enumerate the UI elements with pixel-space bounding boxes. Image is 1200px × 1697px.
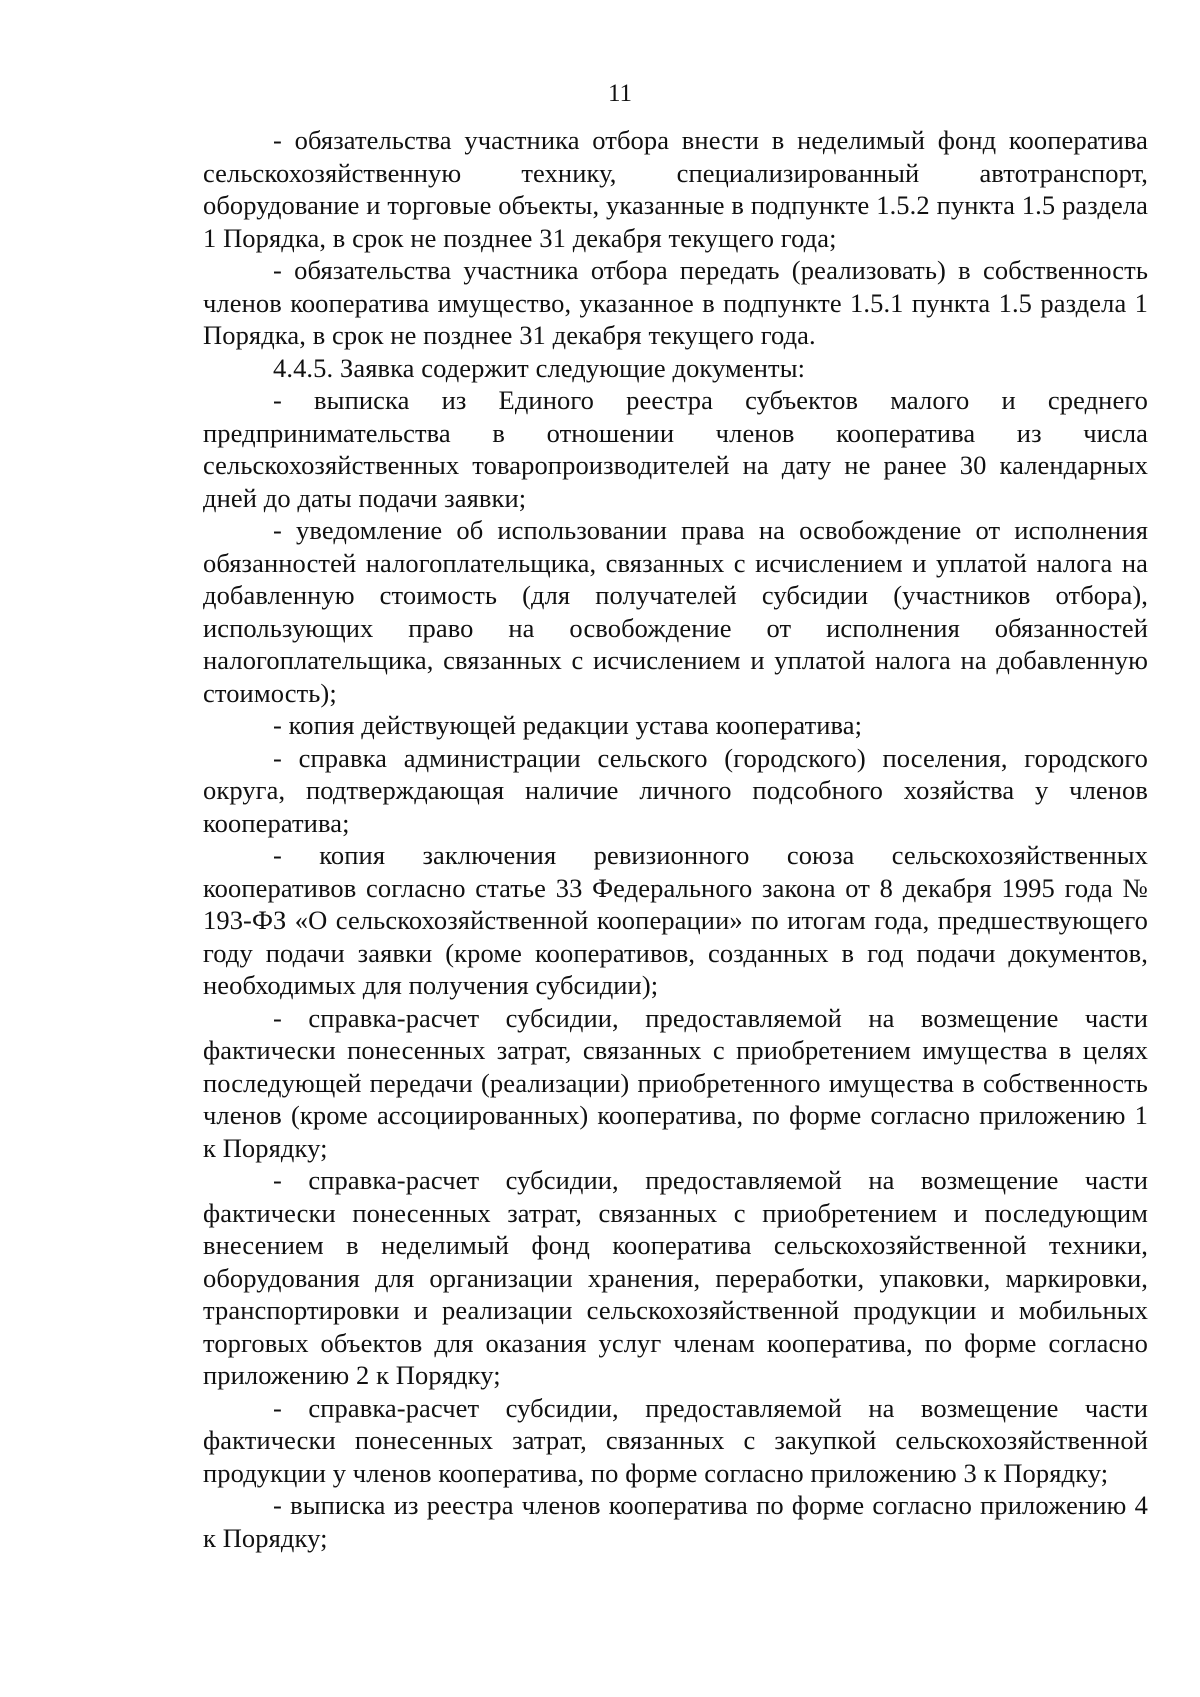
paragraph-members-register-extract: - выписка из реестра членов кооператива по форме согласно приложению 4 к Порядку; xyxy=(203,1490,1148,1553)
paragraph-extract-sme-registry: - выписка из Единого реестра субъектов малого и среднего предпринимательства в отношении членов кооператива из числа сельскохозяйственных товаропроизводителей на дату не ранее 30 календарных дней до даты подачи заявки; xyxy=(203,385,1148,513)
paragraph-calculation-appendix-3: - справка-расчет субсидии, предоставляемой на возмещение части фактически понесенных затрат, связанных с закупкой сельскохозяйственной продукции у членов кооператива, по форме согласно приложению 3 к Порядку; xyxy=(203,1392,1148,1488)
page-number: 11 xyxy=(607,80,633,107)
paragraph-audit-union-conclusion: - копия заключения ревизионного союза сельскохозяйственных кооперативов согласно статье 33 Федерального закона от 8 декабря 1995 года № 193-ФЗ «О сельскохозяйственной кооперации» по итогам года, предшествующего году подачи заявки (кроме кооперативов, созданных в год подачи документов, необходимых для получения субсидии); xyxy=(203,840,1148,1000)
paragraph-calculation-appendix-2: - справка-расчет субсидии, предоставляемой на возмещение части фактически понесенных затрат, связанных с приобретением и последующим внесением в неделимый фонд кооператива сельскохозяйственной техники, оборудования для организации хранения, переработки, упаковки, маркировки, транспортировки и реализации сельскохозяйственной продукции и мобильных торговых объектов для оказания услуг членам кооператива, по форме согласно приложению 2 к Порядку; xyxy=(203,1165,1148,1390)
paragraph-obligation-transfer-property: - обязательства участника отбора передать (реализовать) в собственность членов кооператива имущество, указанное в подпункте 1.5.1 пункта 1.5 раздела 1 Порядка, в срок не позднее 31 декабря текущего года. xyxy=(203,255,1148,350)
document-body xyxy=(203,124,1148,1554)
paragraph-charter-copy: - копия действующей редакции устава кооператива; xyxy=(273,710,863,740)
paragraph-section-4-4-5-heading: 4.4.5. Заявка содержит следующие документы: xyxy=(273,352,806,383)
paragraph-administration-certificate: - справка администрации сельского (городского) поселения, городского округа, подтверждающая наличие личного подсобного хозяйства у членов кооператива; xyxy=(203,742,1148,838)
paragraph-calculation-appendix-1: - справка-расчет субсидии, предоставляемой на возмещение части фактически понесенных затрат, связанных с приобретением имущества в целях последующей передачи (реализации) приобретенного имущества в собственность членов (кроме ассоциированных) кооператива, по форме согласно приложению 1 к Порядку; xyxy=(203,1002,1148,1163)
paragraph-vat-exemption-notice: - уведомление об использовании права на освобождение от исполнения обязанностей налогоплательщика, связанных с исчислением и уплатой налога на добавленную стоимость (для получателей субсидии (участников отбора), использующих право на освобождение от исполнения обязанностей налогоплательщика, связанных с исчислением и уплатой налога на добавленную стоимость); xyxy=(203,515,1148,708)
paragraph-obligation-indivisible-fund: - обязательства участника отбора внести в неделимый фонд кооператива сельскохозяйственную технику, специализированный автотранспорт, оборудование и торговые объекты, указанные в подпункте 1.5.2 пункта 1.5 раздела 1 Порядка, в срок не позднее 31 декабря текущего года; xyxy=(203,125,1148,253)
